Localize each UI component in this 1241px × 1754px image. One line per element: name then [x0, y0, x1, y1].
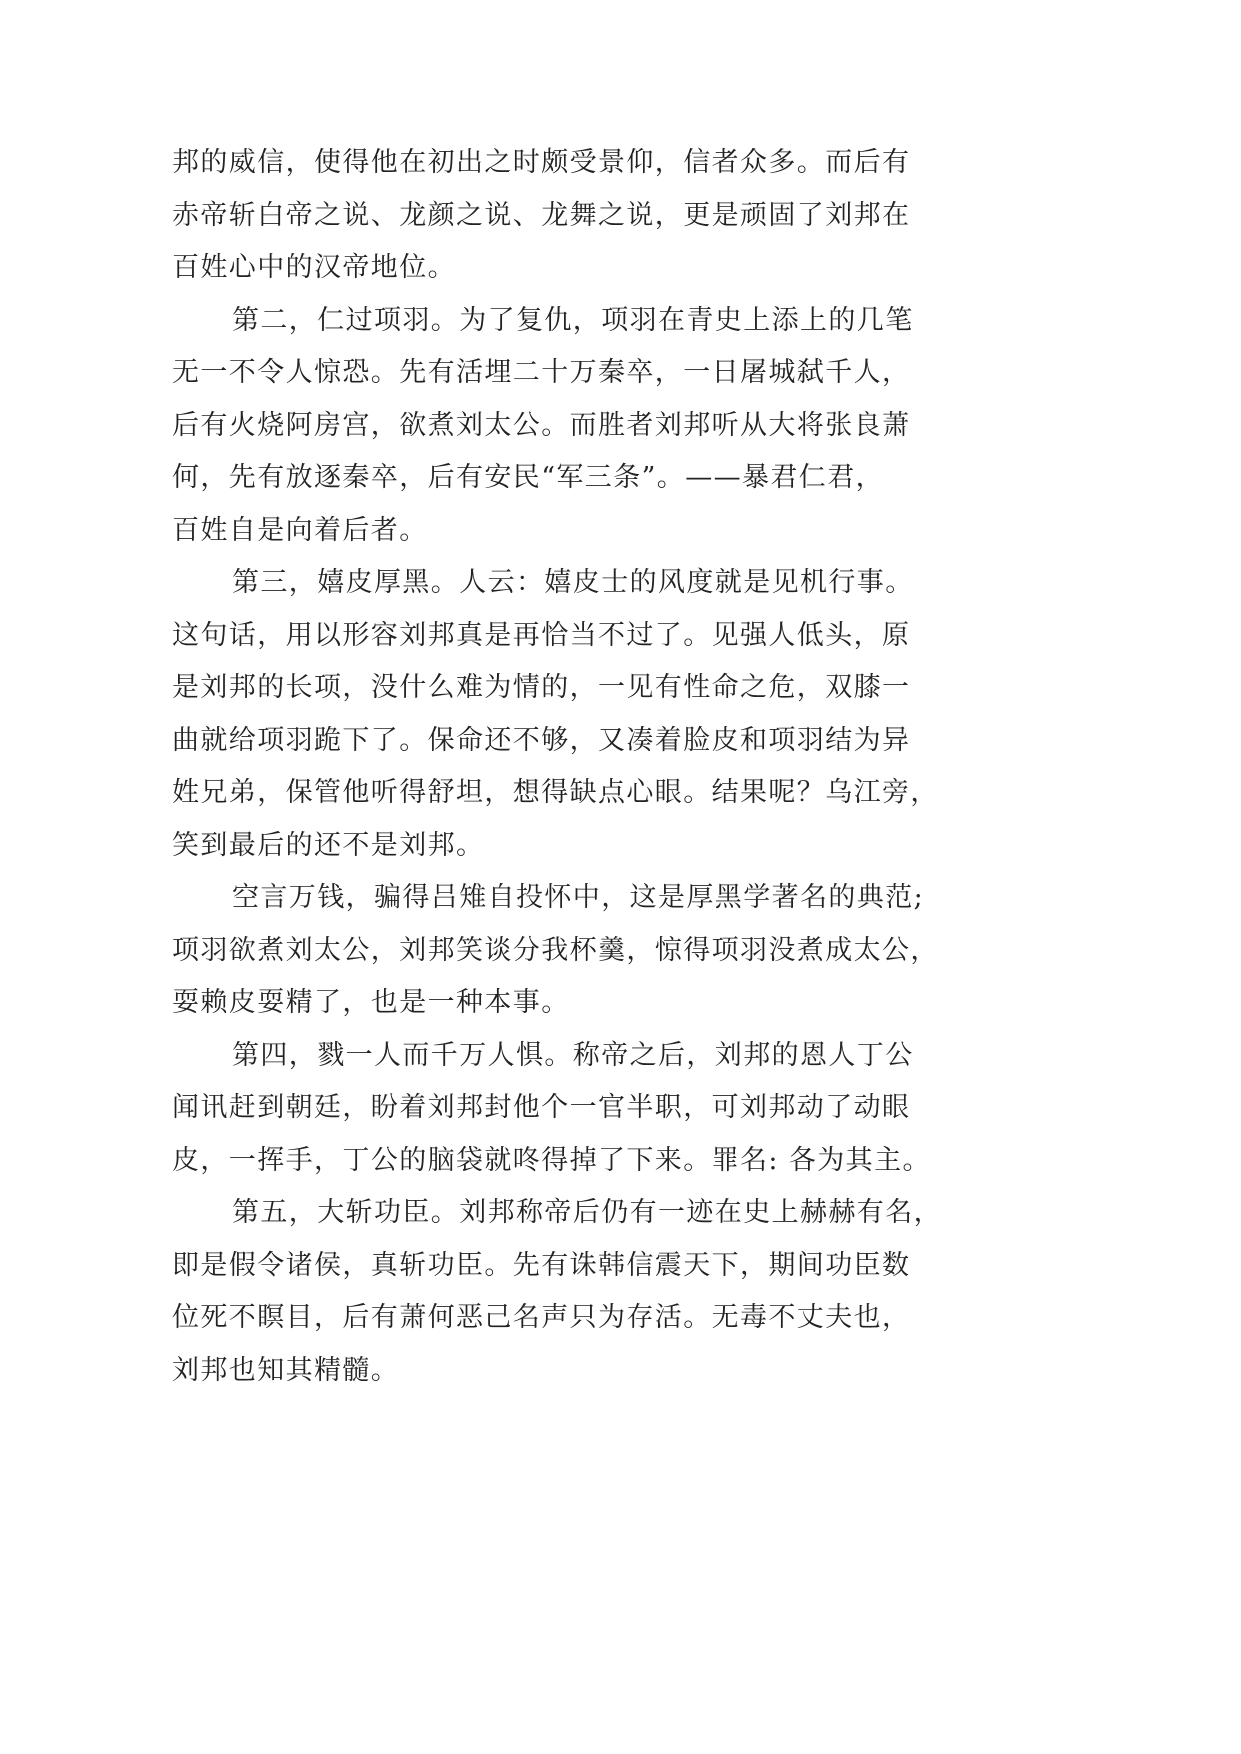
text-line: 第三，嬉皮厚黑。人云：嬉皮士的风度就是见机行事。 [232, 567, 914, 598]
text-line: 第二，仁过项羽。为了复仇，项羽在青史上添上的几笔 [232, 304, 914, 336]
paragraph-empty-promise [172, 872, 1241, 1030]
paragraph-fourth-point [172, 1030, 1241, 1188]
paragraph-fifth-point [172, 1187, 1241, 1397]
text-line: 刘邦也知其精髓。 [172, 1354, 400, 1386]
text-line: 无一不令人惊恐。先有活埋二十万秦卒，一日屠城弑千人， [172, 357, 911, 388]
paragraph-third-point [172, 557, 1241, 872]
text-line: 笑到最后的还不是刘邦。 [172, 829, 485, 861]
text-line: 即是假令诸侯，真斩功臣。先有诛韩信震天下，期间功臣数 [172, 1249, 911, 1281]
text-line: 皮，一挥手，丁公的脑袋就咚得掉了下来。罪名: 各为其主。 [172, 1144, 931, 1176]
text-line: 赤帝斩白帝之说、龙颜之说、龙舞之说，更是顽固了刘邦在 [172, 199, 911, 231]
text-line: 第四，戮一人而千万人惧。称帝之后，刘邦的恩人丁公 [232, 1039, 914, 1071]
text-line: 百姓自是向着后者。 [172, 514, 428, 546]
text-line: 曲就给项羽跪下了。保命还不够，又凑着脸皮和项羽结为异 [172, 724, 911, 756]
text-line: 后有火烧阿房宫，欲煮刘太公。而胜者刘邦听从大将张良萧 [172, 409, 911, 441]
text-line: 项羽欲煮刘太公，刘邦笑谈分我杯羹，惊得项羽没煮成太公， [172, 934, 939, 966]
text-line: 耍赖皮耍精了，也是一种本事。 [172, 987, 570, 1018]
text-line: 姓兄弟，保管他听得舒坦，想得缺点心眼。结果呢？乌江旁， [172, 777, 939, 808]
text-line: 何，先有放逐秦卒，后有安民“军三条”。——暴君仁君， [172, 462, 885, 493]
text-line: 闻讯赶到朝廷，盼着刘邦封他个一官半职，可刘邦动了动眼 [172, 1092, 911, 1123]
paragraph-continuation [172, 137, 1241, 295]
text-line: 空言万钱，骗得吕雉自投怀中，这是厚黑学著名的典范; [232, 882, 925, 913]
paragraph-second-point [172, 295, 1241, 558]
text-line: 第五，大斩功臣。刘邦称帝后仍有一迹在史上赫赫有名， [232, 1197, 942, 1228]
text-line: 这句话，用以形容刘邦真是再恰当不过了。见强人低头，原 [172, 619, 911, 651]
text-line: 邦的威信，使得他在初出之时颇受景仰，信者众多。而后有 [172, 147, 911, 178]
text-line: 百姓心中的汉帝地位。 [172, 252, 456, 283]
text-line: 是刘邦的长项，没什么难为情的，一见有性命之危，双膝一 [172, 672, 911, 703]
text-line: 位死不瞑目，后有萧何恶己名声只为存活。无毒不丈夫也， [172, 1302, 911, 1333]
